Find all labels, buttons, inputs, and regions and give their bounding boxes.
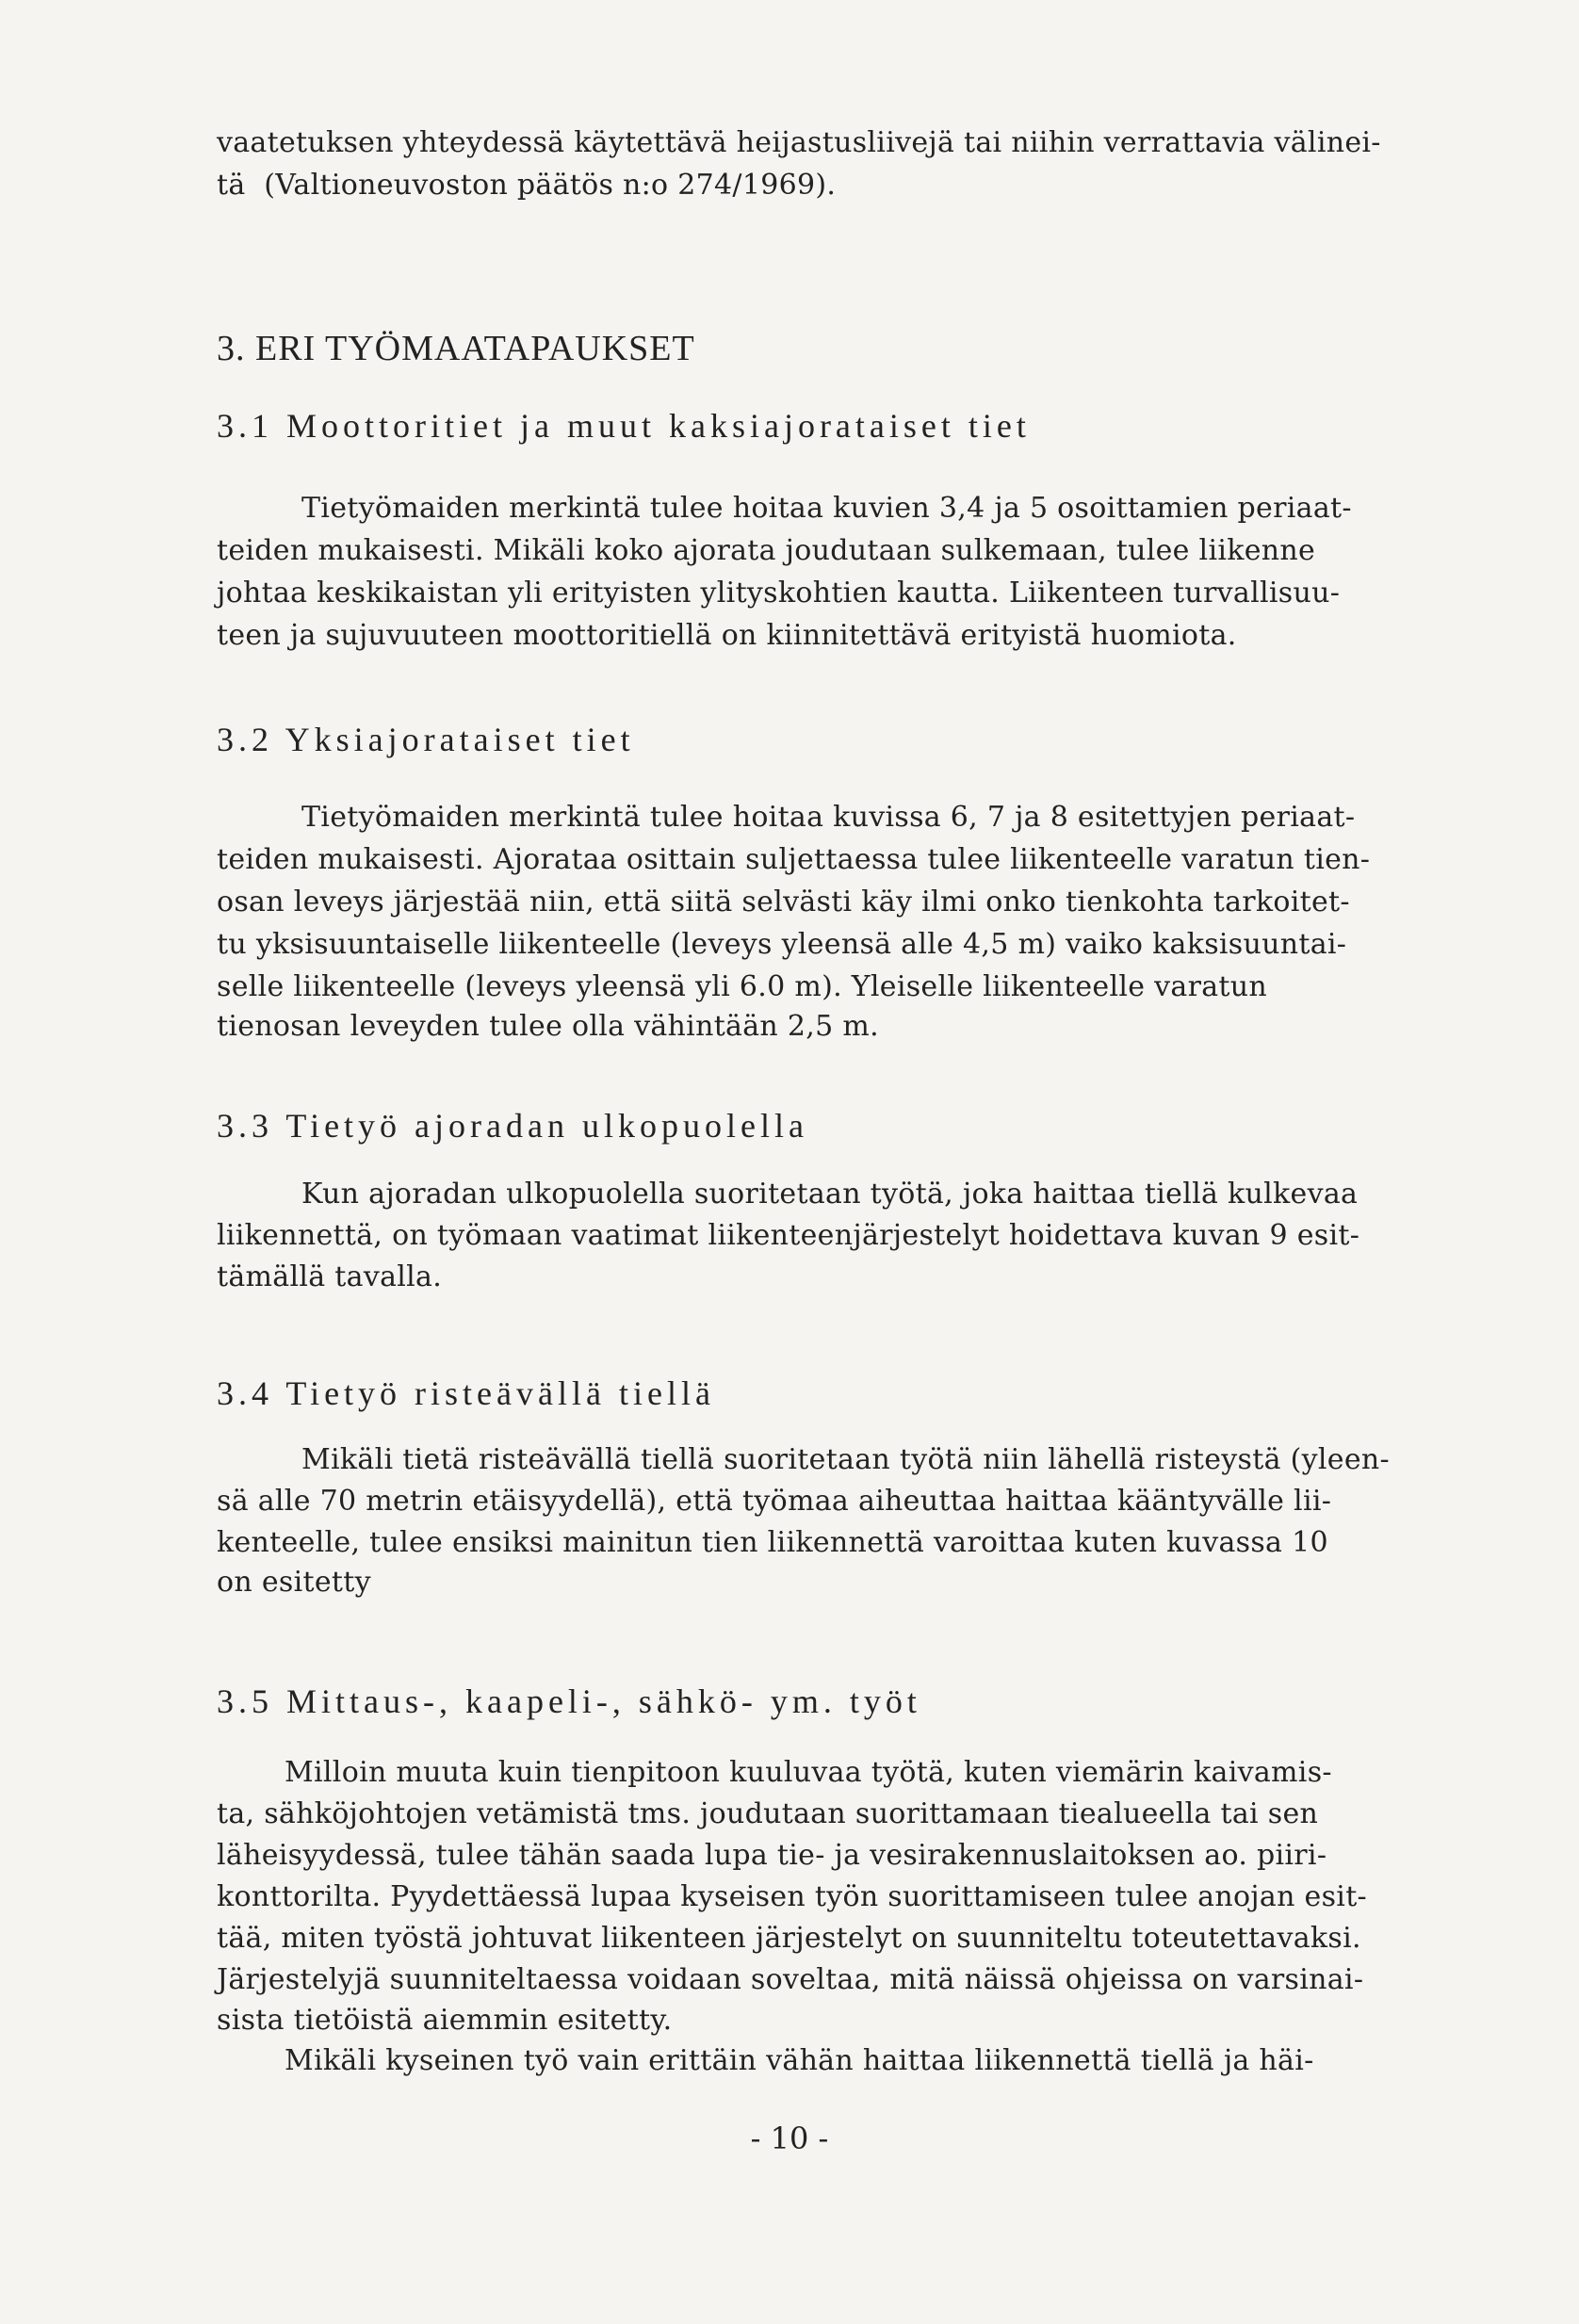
section-heading: 3.1 Moottoritiet ja muut kaksiajorataiset tiet [217, 407, 1031, 445]
paragraph-line: ta, sähköjohtojen vetämistä tms. joudutaan suorittamaan tiealueella tai sen [217, 1797, 1319, 1830]
paragraph-line: selle liikenteelle (leveys yleensä yli 6.0 m). Yleiselle liikenteelle varatun [217, 970, 1267, 1003]
paragraph-line: Kun ajoradan ulkopuolella suoritetaan työtä, joka haittaa tiellä kulkevaa [301, 1178, 1359, 1211]
section-heading: 3.2 Yksiajorataiset tiet [217, 721, 635, 758]
intro-line: vaatetuksen yhteydessä käytettävä heijastusliivejä tai niihin verrattavia välinei- [217, 126, 1381, 159]
section-heading: 3.3 Tietyö ajoradan ulkopuolella [217, 1107, 808, 1145]
paragraph-line: osan leveys järjestää niin, että siitä selvästi käy ilmi onko tienkohta tarkoitet- [217, 886, 1350, 918]
paragraph-line: teiden mukaisesti. Ajorataa osittain suljettaessa tulee liikenteelle varatun tien- [217, 843, 1371, 876]
paragraph-line: tää, miten työstä johtuvat liikenteen järjestelyt on suunniteltu toteutettavaksi. [217, 1922, 1361, 1955]
chapter-heading: 3. ERI TYÖMAATAPAUKSET [217, 329, 695, 368]
paragraph-line: konttorilta. Pyydettäessä lupaa kyseisen työn suorittamiseen tulee anojan esit- [217, 1880, 1367, 1913]
paragraph-line: Mikäli kyseinen työ vain erittäin vähän haittaa liikennettä tiellä ja häi- [285, 2044, 1314, 2077]
page-number: - 10 - [750, 2121, 829, 2156]
section-heading: 3.5 Mittaus-, kaapeli-, sähkö- ym. työt [217, 1682, 921, 1720]
paragraph-line: läheisyydessä, tulee tähän saada lupa tie- ja vesirakennuslaitoksen ao. piiri- [217, 1839, 1327, 1872]
paragraph-line: Milloin muuta kuin tienpitoon kuuluvaa työtä, kuten viemärin kaivamis- [285, 1756, 1332, 1789]
paragraph-line: Tietyömaiden merkintä tulee hoitaa kuvien 3,4 ja 5 osoittamien periaat- [301, 492, 1352, 525]
paragraph-line: tämällä tavalla. [217, 1260, 443, 1293]
paragraph-line: kenteelle, tulee ensiksi mainitun tien liikennettä varoittaa kuten kuvassa 10 [217, 1526, 1328, 1559]
paragraph-line: Mikäli tietä risteävällä tiellä suoritetaan työtä niin lähellä risteystä (yleen- [301, 1443, 1390, 1476]
intro-line: tä (Valtioneuvoston päätös n:o 274/1969). [217, 169, 837, 202]
paragraph-line: johtaa keskikaistan yli erityisten ylityskohtien kautta. Liikenteen turvallisuu- [217, 577, 1341, 609]
paragraph-line: teen ja sujuvuuteen moottoritiellä on kiinnitettävä erityistä huomiota. [217, 619, 1237, 652]
paragraph-line: tu yksisuuntaiselle liikenteelle (leveys yleensä alle 4,5 m) vaiko kaksisuuntai- [217, 928, 1347, 961]
paragraph-line: Tietyömaiden merkintä tulee hoitaa kuvissa 6, 7 ja 8 esitettyjen periaat- [301, 801, 1356, 834]
paragraph-line: sista tietöistä aiemmin esitetty. [217, 2004, 673, 2037]
paragraph-line: on esitetty [217, 1566, 371, 1599]
paragraph-line: Järjestelyjä suunniteltaessa voidaan soveltaa, mitä näissä ohjeissa on varsinai- [217, 1963, 1364, 1996]
paragraph-line: liikennettä, on työmaan vaatimat liikenteenjärjestelyt hoidettava kuvan 9 esit- [217, 1219, 1360, 1252]
paragraph-line: teiden mukaisesti. Mikäli koko ajorata joudutaan sulkemaan, tulee liikenne [217, 534, 1316, 567]
paragraph-line: sä alle 70 metrin etäisyydellä), että työmaa aiheuttaa haittaa kääntyvälle lii- [217, 1485, 1332, 1518]
paragraph-line: tienosan leveyden tulee olla vähintään 2,5 m. [217, 1010, 879, 1043]
section-heading: 3.4 Tietyö risteävällä tiellä [217, 1374, 715, 1412]
